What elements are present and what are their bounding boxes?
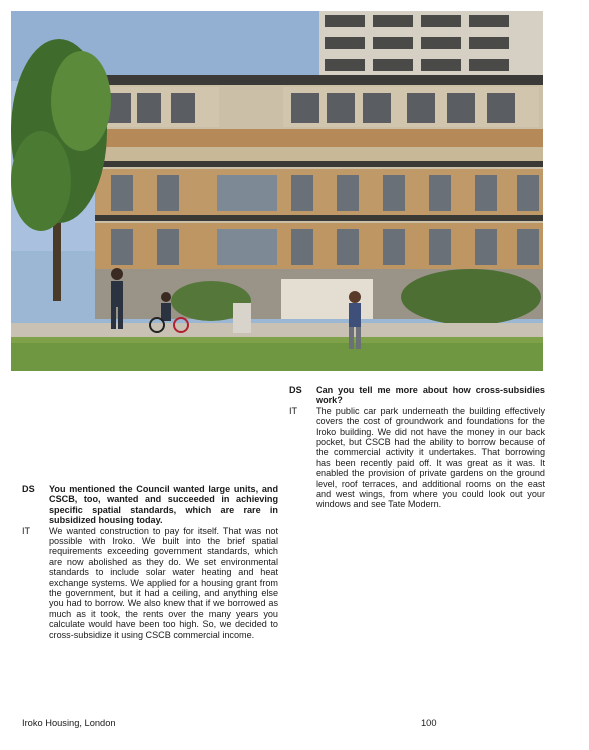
interview-block-right <box>289 385 545 510</box>
question-speaker: DS <box>289 385 302 395</box>
answer-text: We wanted construction to pay for itself. That was not possible with Iroko. We built into the brief spatial requirements exceeding government standards, which are now abolished as they do. We set environmental standards to include solar water heating and heat exchange systems. We applied for a housing grant from the government, but it had a ceiling, and anything else you had to borrow. We also knew that if we borrowed as much as it took, the rents over the many years you calculate would have been too high. So, we decided to cross-subsidize it using CSCB commercial income. <box>49 525 278 640</box>
question-text: You mentioned the Council wanted large units, and CSCB, too, wanted and succeeded in achieving specific spatial standards, which are rare in subsidized housing today. <box>49 484 278 526</box>
answer-speaker: IT <box>22 525 31 536</box>
question-text: Can you tell me more about how cross-subsidies work? <box>316 385 545 406</box>
answer-speaker: IT <box>289 405 298 416</box>
question-row <box>289 385 545 406</box>
footer-caption: Iroko Housing, London <box>22 718 116 728</box>
answer-text: The public car park underneath the building effectively covers the cost of groundwork and foundations for the Iroko building. We did not have the money in our back pocket, but CSCB had the ability to borrow because of the commercial activity it undertakes. That borrowing has been recently paid off. It was great as it was. It enabled the provision of private gardens on the ground level, roof terraces, and additional rooms on the east and west wings, from where you could look out your windows and see Tate Modern. <box>316 405 545 510</box>
interview-block-left <box>22 484 278 640</box>
housing-photograph <box>11 11 543 371</box>
housing-photo-illustration <box>11 11 543 371</box>
question-row <box>22 484 278 526</box>
answer-row <box>289 406 545 510</box>
page-number: 100 <box>421 718 437 728</box>
answer-row <box>22 526 278 640</box>
question-speaker: DS <box>22 484 35 494</box>
